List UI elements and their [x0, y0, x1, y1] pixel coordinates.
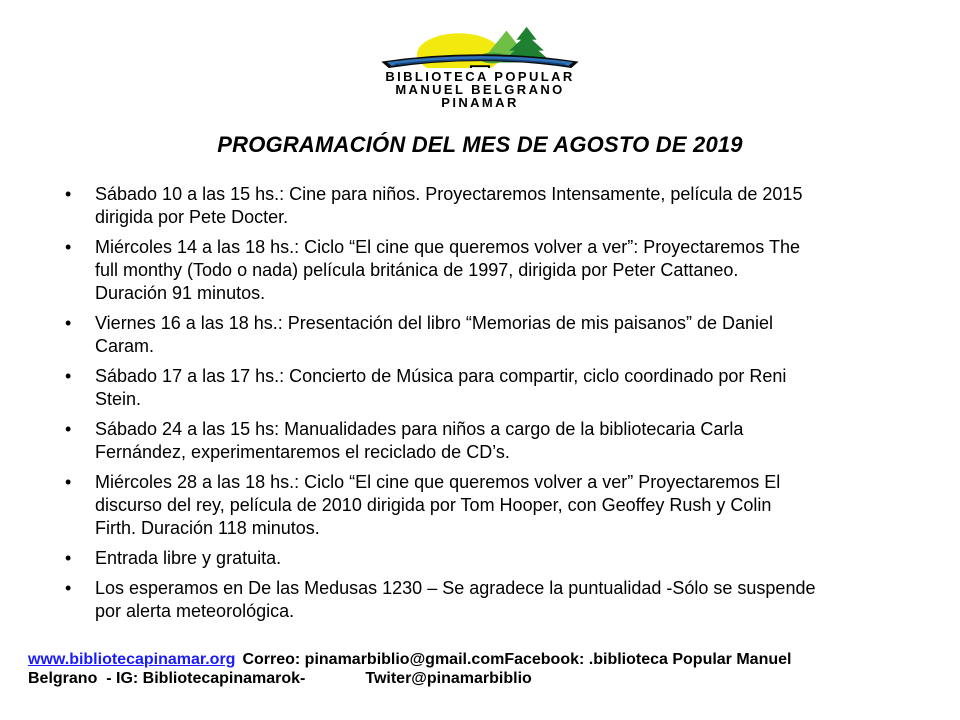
bullet-marker — [65, 312, 95, 335]
event-item — [65, 312, 910, 358]
footer-social: Belgrano - IG: Bibliotecapinamarok- — [28, 670, 306, 687]
event-item — [65, 183, 910, 229]
bullet-marker — [65, 547, 95, 570]
event-list — [65, 183, 910, 630]
website-link[interactable]: www.bibliotecapinamar.org — [28, 651, 236, 668]
footer-twitter: Twiter@pinamarbiblio — [365, 670, 532, 687]
footer-contacts: Correo: pinamarbiblio@gmail.comFacebook: .biblioteca Popular Manuel — [242, 651, 792, 668]
page-title: PROGRAMACIÓN DEL MES DE AGOSTO DE 2019 — [217, 132, 743, 157]
event-item — [65, 236, 910, 305]
event-text: Sábado 24 a las 15 hs: Manualidades para niños a cargo de la bibliotecaria Carla Fernández, experimentaremos el reciclado de CD’s. — [95, 419, 744, 462]
event-item — [65, 418, 910, 464]
footer-line-1 — [28, 650, 940, 669]
library-name-line-2: MANUEL BELGRANO — [395, 82, 565, 97]
event-text: Sábado 10 a las 15 hs.: Cine para niños. Proyectaremos Intensamente, película de 2015 dirigida por Pete Docter. — [95, 184, 803, 227]
event-text: Viernes 16 a las 18 hs.: Presentación del libro “Memorias de mis paisanos” de Daniel Caram. — [95, 313, 774, 356]
event-text: Entrada libre y gratuita. — [95, 548, 282, 568]
bullet-marker — [65, 365, 95, 388]
event-item — [65, 577, 910, 623]
footer — [28, 650, 940, 688]
bullet-marker — [65, 577, 95, 600]
event-text: Sábado 17 a las 17 hs.: Concierto de Música para compartir, ciclo coordinado por Reni Stein. — [95, 366, 787, 409]
event-text: Miércoles 14 a las 18 hs.: Ciclo “El cine que queremos volver a ver”: Proyectaremos The full monthy (Todo o nada) película británica de 1997, dirigida por Peter Cattaneo. Duración 91 minutos. — [95, 237, 800, 303]
event-item — [65, 471, 910, 540]
library-name-line-1: BIBLIOTECA POPULAR — [385, 69, 575, 84]
book-spine-notch — [471, 66, 489, 68]
bullet-marker — [65, 471, 95, 494]
library-name — [385, 70, 574, 109]
bullet-marker — [65, 183, 95, 206]
event-item — [65, 547, 910, 570]
event-text: Los esperamos en De las Medusas 1230 – Se agradece la puntualidad -Sólo se suspende por alerta meteorológica. — [95, 578, 816, 621]
bullet-marker — [65, 236, 95, 259]
footer-line-2 — [28, 669, 940, 688]
library-name-line-3: PINAMAR — [441, 95, 519, 110]
bullet-marker — [65, 418, 95, 441]
event-item — [65, 365, 910, 411]
event-text: Miércoles 28 a las 18 hs.: Ciclo “El cine que queremos volver a ver” Proyectaremos El discurso del rey, película de 2010 dirigida por Tom Hooper, con Geoffey Rush y Colin Firth. Duración 118 minutos. — [95, 472, 781, 538]
library-logo-graphic — [378, 26, 582, 68]
library-logo — [0, 26, 960, 109]
